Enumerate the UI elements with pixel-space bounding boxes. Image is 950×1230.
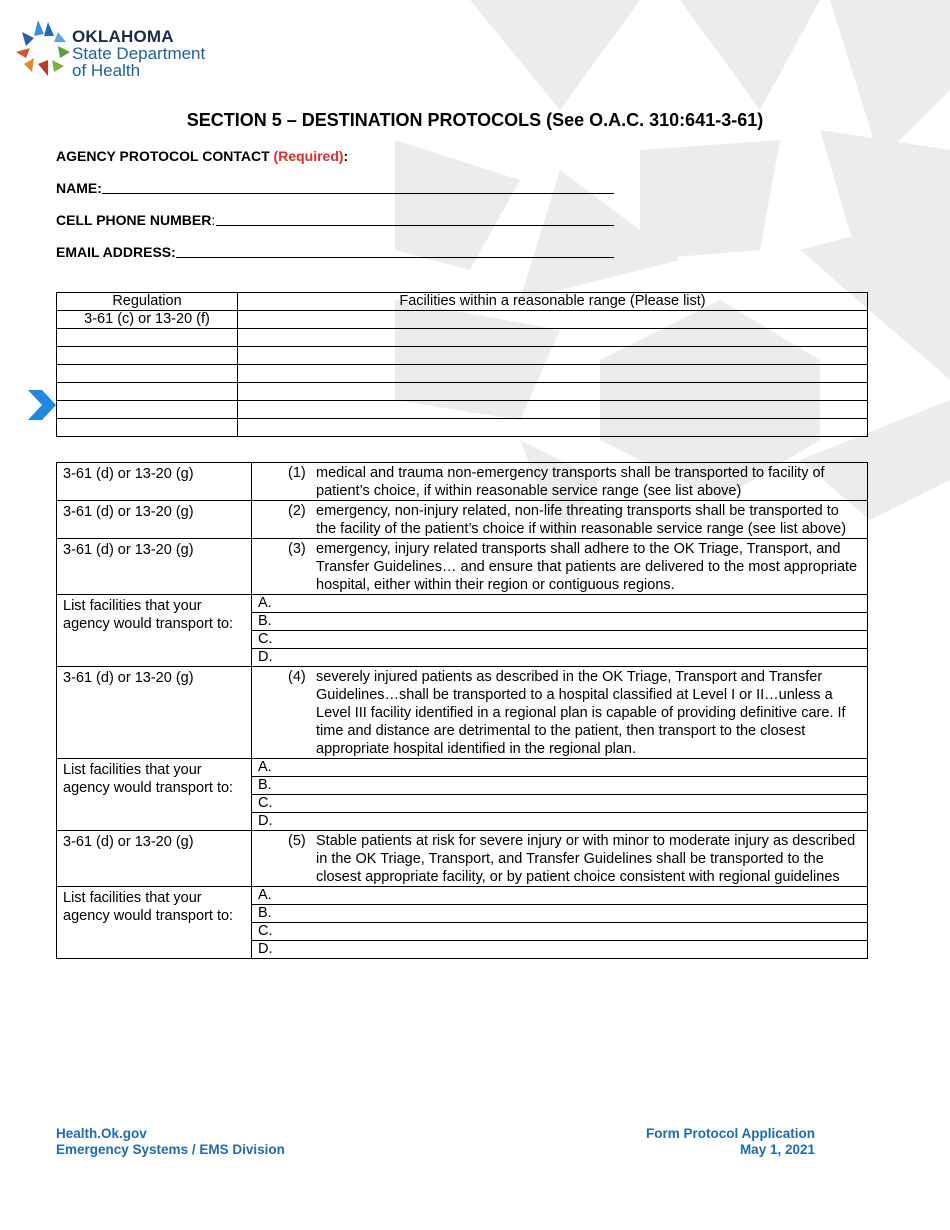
protocol-text: emergency, injury related transports shall adhere to the OK Triage, Transport, and Transfer Guidelines… and ensure that patients are delivered to the most appropriate hospital, either within their region or contiguous regions. [316, 541, 858, 593]
contact-colon: : [343, 148, 349, 164]
list-row [57, 887, 868, 905]
phone-line[interactable] [216, 225, 614, 226]
facilities-header: Facilities within a reasonable range (Please list) [238, 293, 868, 311]
page-title: SECTION 5 – DESTINATION PROTOCOLS (See O.A.C. 310:641-3-61) [186, 110, 764, 130]
facility-cell[interactable] [238, 401, 868, 419]
logo-line-1: OKLAHOMA [72, 27, 174, 46]
footer-website-link[interactable]: Health.Ok.gov [56, 1126, 147, 1141]
facility-cell[interactable] [238, 347, 868, 365]
phone-field[interactable] [56, 212, 215, 228]
star-logo-icon [14, 18, 70, 82]
protocol-text: medical and trauma non-emergency transports shall be transported to facility of patient’s choice, if within reasonable service range (see list above) [316, 465, 825, 499]
regulation-cell: 3-61 (d) or 13-20 (g) [57, 463, 252, 501]
protocol-number: (3) [288, 541, 306, 557]
name-line[interactable] [102, 193, 614, 194]
facility-line-b[interactable]: B. [252, 613, 868, 631]
protocol-number: (1) [288, 465, 306, 481]
facility-line-c[interactable]: C. [252, 631, 868, 649]
facility-line-d[interactable]: D. [252, 649, 868, 667]
protocol-text: Stable patients at risk for severe injury or with minor to moderate injury as described in the OK Triage, Transport, and Transfer Guidelines shall be transported to the closest appropriate facility, or by patient choice consistent with regional guidelines [316, 833, 856, 885]
protocol-row-1 [57, 463, 868, 501]
required-marker: (Required) [273, 148, 344, 164]
facility-line-d[interactable]: D. [252, 813, 868, 831]
protocol-text-cell [252, 463, 868, 501]
footer-date: May 1, 2021 [739, 1142, 815, 1157]
list-facilities-label: List facilities that your agency would transport to: [57, 887, 252, 959]
protocol-text-cell [252, 539, 868, 595]
name-label: NAME: [56, 180, 102, 196]
table-row [57, 329, 868, 347]
facility-line-a[interactable]: A. [252, 759, 868, 777]
facility-line-a[interactable]: A. [252, 595, 868, 613]
facility-line-b[interactable]: B. [252, 905, 868, 923]
regulation-cell: 3-61 (d) or 13-20 (g) [57, 501, 252, 539]
oklahoma-health-logo [14, 18, 254, 82]
protocol-row-4 [57, 667, 868, 759]
table-row [57, 311, 868, 329]
protocol-text-cell [252, 501, 868, 539]
facility-cell[interactable] [238, 365, 868, 383]
email-line[interactable] [176, 257, 614, 258]
list-row [57, 759, 868, 777]
chevron-right-icon [28, 390, 56, 420]
facility-line-b[interactable]: B. [252, 777, 868, 795]
regulation-cell[interactable] [57, 419, 238, 437]
facility-line-a[interactable]: A. [252, 887, 868, 905]
protocol-number: (2) [288, 503, 306, 519]
facilities-table [56, 292, 868, 437]
protocol-row-5 [57, 831, 868, 887]
facility-cell[interactable] [238, 329, 868, 347]
regulation-cell: 3-61 (d) or 13-20 (g) [57, 667, 252, 759]
facility-line-c[interactable]: C. [252, 923, 868, 941]
facility-cell[interactable] [238, 419, 868, 437]
table-row [57, 401, 868, 419]
protocol-number: (4) [288, 669, 306, 685]
regulation-cell[interactable] [57, 383, 238, 401]
regulation-cell: 3-61 (c) or 13-20 (f) [57, 311, 238, 329]
protocols-table [56, 462, 868, 959]
logo-line-2: State Department [72, 44, 206, 63]
email-label: EMAIL ADDRESS: [56, 244, 176, 260]
list-facilities-label: List facilities that your agency would transport to: [57, 759, 252, 831]
phone-label: CELL PHONE NUMBER [56, 212, 212, 228]
regulation-cell: 3-61 (d) or 13-20 (g) [57, 831, 252, 887]
contact-label: AGENCY PROTOCOL CONTACT [56, 148, 274, 164]
regulation-cell[interactable] [57, 401, 238, 419]
protocol-row-2 [57, 501, 868, 539]
regulation-cell[interactable] [57, 365, 238, 383]
protocol-text: emergency, non-injury related, non-life threating transports shall be transported to the facility of the patient’s choice if within reasonable service range (see list above) [316, 503, 847, 537]
protocol-number: (5) [288, 833, 306, 849]
protocol-text-cell [252, 831, 868, 887]
regulation-cell: 3-61 (d) or 13-20 (g) [57, 539, 252, 595]
table-row [57, 347, 868, 365]
protocol-row-3 [57, 539, 868, 595]
facility-line-c[interactable]: C. [252, 795, 868, 813]
facility-line-d[interactable]: D. [252, 941, 868, 959]
list-facilities-label: List facilities that your agency would transport to: [57, 595, 252, 667]
footer-form-name: Form Protocol Application [645, 1126, 815, 1141]
facility-cell[interactable] [238, 383, 868, 401]
regulation-cell[interactable] [57, 347, 238, 365]
footer-left [56, 1126, 285, 1158]
table-row [57, 365, 868, 383]
footer-division: Emergency Systems / EMS Division [56, 1142, 285, 1157]
facility-cell[interactable] [238, 311, 868, 329]
table-row [57, 383, 868, 401]
phone-colon: : [211, 212, 216, 228]
table-row [57, 419, 868, 437]
email-field[interactable] [56, 244, 176, 260]
agency-contact-heading [56, 148, 348, 164]
protocol-text-cell [252, 667, 868, 759]
footer-right [646, 1126, 815, 1158]
name-field[interactable] [56, 180, 102, 196]
logo-line-3: of Health [72, 61, 141, 80]
protocol-text: severely injured patients as described in the OK Triage, Transport and Transfer Guidelines…shall be transported to a hospital classified at Level I or II…unless a Level III facility identified in a regional plan is capable of providing definitive care. If time and distance are detrimental to the patient, then transport to the closest appropriate hospital identified in the regional plan. [316, 669, 846, 757]
regulation-header: Regulation [57, 293, 238, 311]
regulation-cell[interactable] [57, 329, 238, 347]
list-row [57, 595, 868, 613]
